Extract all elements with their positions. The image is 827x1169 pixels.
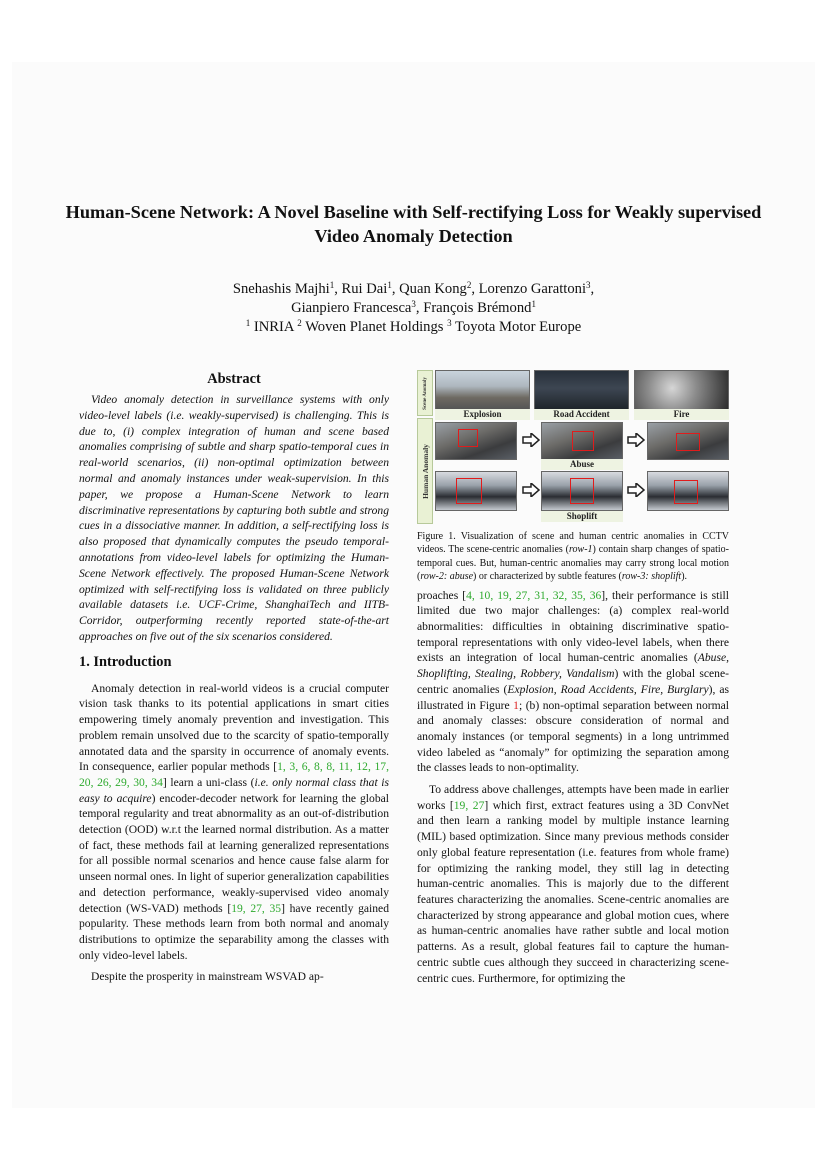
affiliation-name: INRIA bbox=[253, 319, 294, 335]
figure-1 bbox=[417, 370, 729, 522]
intro-paragraph-2: Despite the prosperity in mainstream WSVAD ap- bbox=[91, 970, 324, 984]
author-name: Gianpiero Francesca bbox=[291, 300, 412, 316]
shoplift-frame-1 bbox=[435, 471, 517, 511]
body-italic: Explosion, Road Accidents, Fire, Burglary bbox=[507, 682, 709, 696]
affiliation-name: Woven Planet Holdings bbox=[305, 319, 444, 335]
affiliation-name: Toyota Motor Europe bbox=[455, 319, 582, 335]
fire-frame bbox=[634, 370, 729, 410]
body-text: proaches [ bbox=[417, 588, 467, 602]
author-name: Quan Kong bbox=[399, 281, 467, 297]
author-name: François Brémond bbox=[423, 300, 532, 316]
explosion-frame bbox=[435, 370, 530, 410]
body-text: ) with the global scene-centric anomalies ( bbox=[417, 667, 729, 696]
detection-box bbox=[572, 431, 594, 451]
side-label-text: Scene Anomaly bbox=[422, 376, 428, 410]
paper-title: Human-Scene Network: A Novel Baseline with Self-rectifying Loss for Weakly supervised Video Anomaly Detection bbox=[65, 202, 762, 246]
shoplift-frame-3 bbox=[647, 471, 729, 511]
author-affiliation-mark: 3 bbox=[411, 299, 416, 309]
right-paragraph-1 bbox=[417, 588, 729, 776]
caption-shoplift: Shoplift bbox=[541, 511, 623, 522]
arrow-right-icon bbox=[522, 483, 540, 497]
abstract-heading: Abstract bbox=[207, 371, 261, 387]
figure-caption bbox=[417, 530, 729, 584]
abuse-frame-2 bbox=[541, 422, 623, 460]
body-text: ], their performance is still limited due two major challenges: (a) complex real-world abnormalities: difficulties in obtaining discriminative spatio-temporal representations with only video-level labels, when there exists an integration of local human-centric anomalies ( bbox=[417, 588, 729, 665]
author-affiliation-mark: 3 bbox=[586, 280, 591, 290]
side-label-scene-anomaly bbox=[417, 370, 433, 416]
caption-text: ) or characterized by subtle features ( bbox=[473, 571, 622, 583]
caption-text: Figure 1. Visualization of scene and human centric anomalies in CCTV videos. The scene-centric anomalies ( bbox=[417, 531, 729, 556]
caption-italic: row-3: shoplift bbox=[621, 571, 682, 583]
caption-road-accident: Road Accident bbox=[534, 409, 629, 420]
left-column bbox=[79, 370, 389, 991]
intro-text: ] have recently gained popularity. These methods learn from both normal and anomaly distributions to optimize the separability among the classes with only video-level labels. bbox=[79, 901, 389, 962]
intro-text: ) encoder-decoder network for learning the global temporal regularity and treat abnormality as an out-of-distribution detection (OOD) w.r.t the learned normal distribution. As a matter of fact, these methods fail at learning generalized representations for all possible normal scenarios and hence cause false alarm for unseen normal ones. In light of superior generalization capabilities and detection performance, weakly-supervised video anomaly detection (WS-VAD) methods [ bbox=[79, 791, 389, 915]
intro-text: Anomaly detection in real-world videos is a crucial computer vision task thanks to its potential applications in smart cities empowering timely anomaly prevention and investigation. This problem remain unsolved due to the scarcity of spatio-temporally annotated data and the sparsity in occurrence of anomaly events. In consequence, earlier popular methods [ bbox=[79, 681, 389, 774]
body-text: ] which first, extract features using a 3D ConvNet and then learn a ranking model by multiple instance learning (MIL) based optimization. Since many previous methods consider only global feature representation (i.e. features from whole frame) for optimizing the ranking model, they still lag in detecting human-centric anomalies. This is majorly due to the different features characterizing the anomalies. Scene-centric anomalies are characterized by strong appearance and global motion cues, where as human-centric anomalies have rather subtle and local motion patterns. As a result, global features fail to capture the human-centric subtle cues although they succeed in characterizing scene-centric cues. Furthermore, for optimizing the bbox=[417, 798, 729, 985]
body-text: ), as illustrated in Figure bbox=[417, 682, 729, 712]
author-block bbox=[60, 280, 767, 337]
abstract-text: Video anomaly detection in surveillance systems with only video-level labels (i.e. weakly-supervised) is challenging. This is due to, (i) complex integration of human and scene based anomalies comprising of subtle and sharp spatio-temporal cues in real-world scenarios, (ii) non-optimal optimization between normal and anomaly instances under weak-supervision. In this paper, we propose a Human-Scene Network to learn discriminative representations by capturing both subtle and strong cues in a dissociative manner. In addition, a self-rectifying loss is also proposed that dynamically computes the pseudo temporal-annotations from video-level labels for optimizing the Human-Scene Network effectively. The proposed Human-Scene Network optimized with self-rectifying loss is validated on three publicly available datasets i.e. UCF-Crime, ShanghaiTech and IITB-Corridor, outperforming recently reported state-of-the-art approaches on five out of the six scenarios considered. bbox=[79, 393, 389, 643]
intro-italic-text: i.e. only normal class that is easy to acquire bbox=[79, 775, 389, 805]
author-affiliation-mark: 1 bbox=[531, 299, 536, 309]
caption-text: ). bbox=[681, 571, 688, 583]
detection-box bbox=[570, 478, 594, 504]
section-heading-introduction: 1. Introduction bbox=[79, 653, 172, 670]
right-column bbox=[417, 370, 729, 992]
caption-abuse: Abuse bbox=[541, 459, 623, 470]
shoplift-frame-2 bbox=[541, 471, 623, 511]
road-accident-frame bbox=[534, 370, 629, 410]
caption-text: ) contain sharp changes of spatio-temporal cues. But, human-centric anomalies may carry strong local motion ( bbox=[417, 544, 729, 583]
affiliation-mark: 2 bbox=[297, 318, 302, 328]
affiliation-mark: 1 bbox=[245, 318, 251, 328]
abuse-frame-1 bbox=[435, 422, 517, 460]
author-affiliation-mark: 2 bbox=[466, 280, 472, 290]
body-italic: Abuse, Shoplifting, Stealing, Robbery, Vandalism bbox=[417, 651, 729, 681]
arrow-right-icon bbox=[627, 433, 645, 447]
intro-paragraph-1 bbox=[79, 681, 389, 964]
arrow-right-icon bbox=[627, 483, 645, 497]
body-text: ; (b) non-optimal separation between normal and anomaly classes: obscure consideration of normal and anomaly instances (or temporal segments) in a long untrimmed video labeled as “anomaly” for optimizing the separation among the classes leads to non-optimality. bbox=[417, 698, 729, 775]
caption-explosion: Explosion bbox=[435, 409, 530, 420]
figure-reference-link[interactable]: 1 bbox=[513, 698, 519, 712]
citation-link[interactable]: 19, 27 bbox=[453, 798, 485, 812]
body-text: To address above challenges, attempts have been made in earlier works [ bbox=[417, 783, 729, 812]
author-affiliation-mark: 1 bbox=[329, 280, 335, 290]
affiliations bbox=[60, 318, 767, 337]
detection-box bbox=[458, 429, 478, 447]
author-name: Snehashis Majhi bbox=[232, 281, 330, 297]
detection-box bbox=[676, 433, 700, 451]
authors-line-2: Gianpiero Francesca$^3$, François Brémond$^1$ bbox=[291, 299, 536, 316]
citation-link[interactable]: 19, 27, 35 bbox=[231, 901, 282, 915]
affiliation-mark: 3 bbox=[447, 318, 452, 328]
side-label-text: Human Anomaly bbox=[420, 443, 430, 499]
detection-box bbox=[456, 478, 482, 504]
caption-italic: row-1 bbox=[569, 544, 593, 556]
side-label-human-anomaly bbox=[417, 418, 433, 524]
author-name: Rui Dai bbox=[341, 281, 388, 297]
author-name: Lorenzo Garattoni bbox=[478, 281, 587, 297]
caption-italic: row-2: abuse bbox=[420, 571, 474, 583]
caption-fire: Fire bbox=[634, 409, 729, 420]
author-affiliation-mark: 1 bbox=[387, 280, 392, 290]
citation-link[interactable]: 1, 3, 6, 8, 8, 11, 12, 17, 20, 26, 29, 30, 34 bbox=[79, 760, 389, 789]
arrow-right-icon bbox=[522, 433, 540, 447]
citation-link[interactable]: 4, 10, 19, 27, 31, 32, 35, 36 bbox=[466, 588, 602, 602]
right-paragraph-2 bbox=[417, 782, 729, 986]
authors-line-1: Snehashis Majhi$^1$, Rui Dai$^1$, Quan Kong$^2$, Lorenzo Garattoni$^3$, bbox=[232, 280, 595, 297]
abuse-frame-3 bbox=[647, 422, 729, 460]
intro-text: ] learn a uni-class ( bbox=[162, 775, 255, 789]
detection-box bbox=[674, 480, 698, 504]
